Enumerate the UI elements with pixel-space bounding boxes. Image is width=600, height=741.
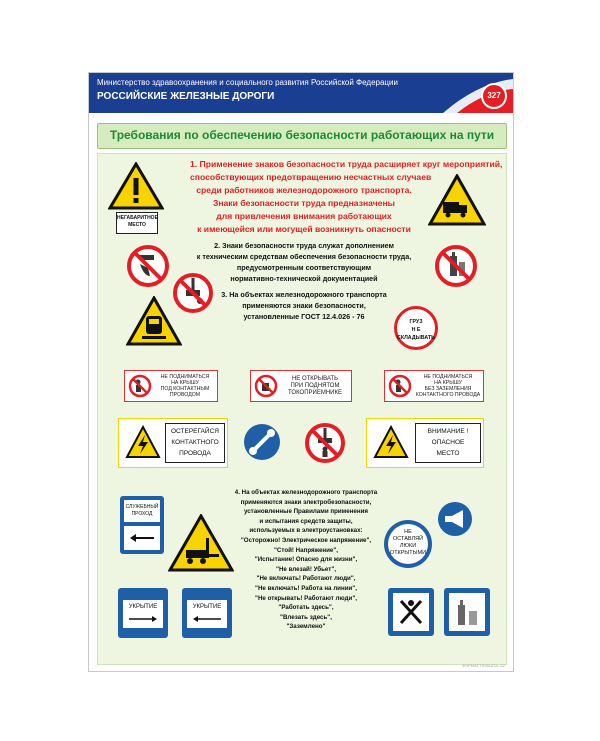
sheet-number-badge: 327: [481, 83, 507, 109]
section2-text: 2. Знаки безопасности труда служат дополнением к техническим средствам обеспечения безопасности труда, предусмотренным соответствующим нормативно-технической документацией: [196, 241, 412, 283]
arrow-left-icon: [124, 526, 160, 550]
section4-text: 4. На объектах железнодорожного транспорта применяются знаки электробезопасности, установленные Правилами применения и испытания средств защиты, используемых в электроустановках: "Осторожно! Электрическое напряжение", "Стой! Напряжение", "Испытание! Опасно для жизни", "Не влезай! Убьет", "Не включать! Работают люди", "Не включать! Работа на линии", "Не открывать! Работают люди", "Работать здесь", "Влезать здесь", "Заземлено": [234, 489, 378, 631]
train-warning-sign-icon: [126, 296, 182, 346]
plate-no-roof-under-wire: НЕ ПОДНИМАТЬСЯ НА КРЫШУ ПОД КОНТАКТНЫМ ПРОВОДОМ: [124, 370, 218, 402]
poster: [88, 72, 514, 672]
cover-sign-right: УКРЫТИЕ: [182, 588, 232, 638]
oversize-plate: НЕГАБАРИТНОЕ МЕСТО: [116, 212, 158, 234]
no-touch-prohibition-icon: [126, 244, 170, 288]
forklift-warning-sign-icon: [168, 514, 234, 572]
page-title: Требования по обеспечению безопасности работающих на пути: [109, 128, 495, 142]
section1-text: 1. Применение знаков безопасности труда расширяет круг мероприятий, способствующих предотвращению несчастных случаев среди работников железнодорожного транспорта. Знаки безопасности труда предназначены для привлечения внимания работающих к имеющейся или могущей возникнуть опасности: [190, 159, 503, 234]
plate-no-roof-without-ground: НЕ ПОДНИМАТЬСЯ НА КРЫШУ БЕЗ ЗАЗЕМЛЕНИЯ КОНТАКТНОГО ПРОВОДА: [384, 370, 484, 402]
warning-box-danger-zone: ВНИМАНИЕ ! ОПАСНОЕ МЕСТО: [366, 418, 484, 468]
bottles-sign: [444, 588, 490, 636]
arrow-right-icon: [127, 614, 159, 624]
plate-no-open-pantograph: НЕ ОТКРЫВАТЬ ПРИ ПОДНЯТОМ ТОКОПРИЕМНИКЕ: [250, 370, 352, 402]
header-bar: [89, 73, 513, 113]
content-panel: [97, 153, 507, 665]
bottles-icon: [449, 593, 485, 631]
section3-text: 3. На объектах железнодорожного транспорта применяются знаки безопасности, установленные ГОСТ 12.4.026 - 76: [221, 290, 387, 321]
high-voltage-icon: [373, 425, 409, 459]
no-stacking-sign: ГРУЗ Н Е СКЛАДЫВАТЬ: [394, 306, 438, 350]
title-bar: [97, 123, 507, 149]
crossed-tools-icon: [393, 593, 429, 631]
vehicle-warning-sign-icon: [428, 174, 486, 226]
horn-mandatory-icon: [436, 500, 474, 538]
no-climbing-roof-icon: [128, 374, 152, 398]
service-passage-sign: СЛУЖЕБНЫЙ ПРОХОД: [120, 496, 164, 554]
no-under-crane-icon: [304, 422, 346, 464]
no-bottles-prohibition-icon: [434, 244, 478, 288]
no-opening-icon: [254, 374, 278, 398]
cover-sign-left: УКРЫТИЕ: [118, 588, 168, 638]
no-climbing-roof-icon: [388, 374, 412, 398]
hatch-closed-sign: НЕ ОСТАВЛЯЙ ЛЮКИ ОТКРЫТЫМИ: [384, 520, 432, 568]
arrow-left-icon: [191, 614, 223, 624]
wrench-mandatory-icon: [242, 422, 282, 462]
footer-note: ФОРМАТ ПЛАКАТА: А2: [462, 663, 505, 668]
ministry-label: Министерство здравоохранения и социального развития Российской Федерации: [97, 78, 398, 87]
work-tools-sign: [388, 588, 434, 636]
org-title: РОССИЙСКИЕ ЖЕЛЕЗНЫЕ ДОРОГИ: [97, 91, 275, 102]
high-voltage-icon: [125, 425, 161, 459]
general-danger-sign-icon: [108, 162, 164, 210]
warning-box-contact-wire: ОСТЕРЕГАЙСЯ КОНТАКТНОГО ПРОВОДА: [118, 418, 228, 468]
